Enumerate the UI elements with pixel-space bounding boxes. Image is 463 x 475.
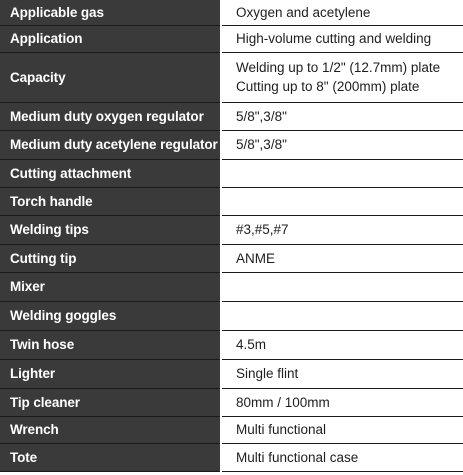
table-row (0, 244, 463, 272)
value-line: Multi functional case (236, 449, 359, 465)
row-label: Cutting attachment (0, 159, 221, 187)
row-label: Mixer (0, 272, 221, 301)
row-value (221, 159, 463, 187)
row-label: Welding tips (0, 215, 221, 244)
row-value (221, 102, 463, 130)
row-value (221, 244, 463, 272)
value-line: Oxygen and acetylene (236, 4, 371, 20)
row-value (221, 187, 463, 215)
row-value (221, 25, 463, 52)
table-row (0, 359, 463, 388)
value-line: Multi functional (236, 422, 327, 437)
value-line: Cutting up to 8" (200mm) plate (236, 79, 420, 94)
row-value (221, 130, 463, 159)
value-line: High-volume cutting and welding (236, 31, 432, 46)
table-row (0, 272, 463, 301)
row-value (221, 388, 463, 416)
row-label: Tote (0, 443, 221, 471)
table-row (0, 416, 463, 443)
table-row (0, 443, 463, 471)
table-row (0, 187, 463, 215)
row-value (221, 301, 463, 330)
value-line: 80mm / 100mm (236, 394, 330, 410)
row-value (221, 272, 463, 301)
table-row (0, 215, 463, 244)
table-row (0, 0, 463, 25)
value-line: 4.5m (236, 337, 267, 352)
row-value (221, 0, 463, 25)
row-label: Welding goggles (0, 301, 221, 330)
row-label: Tip cleaner (0, 388, 221, 416)
row-label: Twin hose (0, 330, 221, 359)
row-value (221, 443, 463, 471)
row-label: Medium duty oxygen regulator (0, 102, 221, 130)
table-row (0, 102, 463, 130)
value-line: ANME (236, 250, 276, 266)
value-line: #3,#5,#7 (236, 222, 289, 237)
table-row (0, 159, 463, 187)
row-label: Cutting tip (0, 244, 221, 272)
table-row (0, 52, 463, 102)
row-label: Wrench (0, 416, 221, 443)
table-row (0, 25, 463, 52)
row-value (221, 359, 463, 388)
table-row (0, 388, 463, 416)
row-value (221, 416, 463, 443)
row-label: Applicable gas (0, 0, 221, 25)
row-label: Application (0, 25, 221, 52)
value-line: 5/8",3/8" (236, 137, 287, 152)
row-value (221, 52, 463, 102)
table-row (0, 330, 463, 359)
value-line: 5/8",3/8" (236, 108, 287, 124)
row-label: Capacity (0, 52, 221, 102)
table-row (0, 130, 463, 159)
row-label: Lighter (0, 359, 221, 388)
table-row (0, 301, 463, 330)
value-line: Welding up to 1/2" (12.7mm) plate (236, 60, 441, 75)
row-value (221, 215, 463, 244)
row-label: Medium duty acetylene regulator (0, 130, 221, 159)
value-line: Single flint (236, 366, 299, 381)
row-label: Torch handle (0, 187, 221, 215)
row-value (221, 330, 463, 359)
